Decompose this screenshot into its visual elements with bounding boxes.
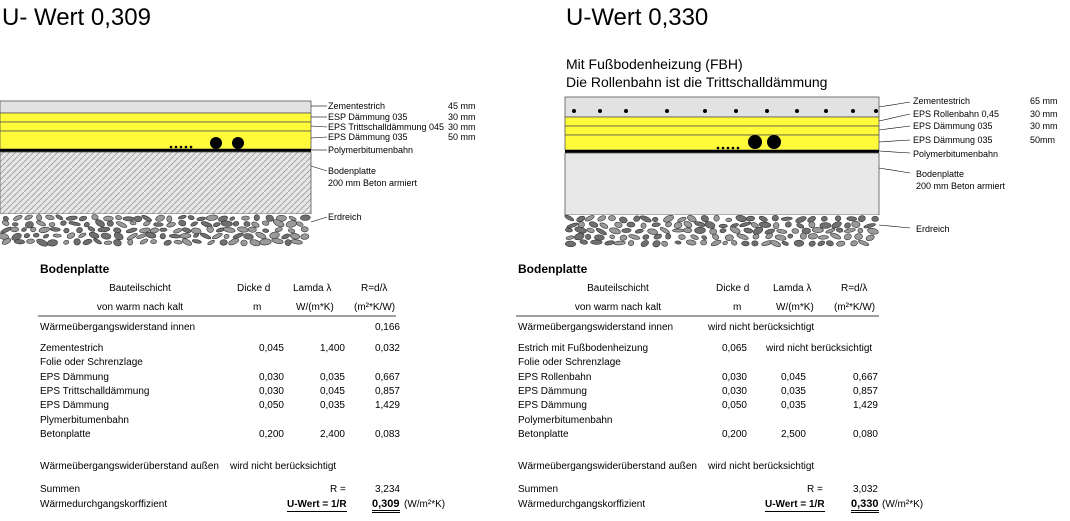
left-label-soil: Erdreich (328, 212, 362, 222)
right-row-thickness: 0,030 (721, 386, 747, 397)
left-u-value: 0,309 (372, 498, 400, 513)
right-row-lambda: 2,500 (780, 429, 806, 440)
left-thickness-insulation-3: 50 mm (448, 132, 476, 142)
right-thickness-insulation-2: 30 mm (1030, 121, 1058, 131)
left-row-name: EPS Dämmung (40, 400, 109, 411)
left-label-insulation-3: EPS Dämmung 035 (328, 132, 408, 142)
left-u-formula: U-Wert = 1/R (287, 499, 347, 510)
right-row-lambda: 0,035 (780, 400, 806, 411)
right-layer-insulation-2 (565, 126, 879, 135)
left-row-thickness: 0,030 (258, 372, 284, 383)
left-rse-value: wird nicht berücksichtigt (230, 461, 337, 472)
left-row-thickness: 0,045 (258, 343, 284, 354)
right-col-header-lambda: Lamda λ (773, 283, 812, 294)
right-subtitle-2: Die Rollenbahn ist die Trittschalldämmung (566, 74, 828, 90)
right-sum-r: R = (807, 484, 823, 495)
right-sum-value: 3,032 (852, 484, 878, 495)
right-thickness-insulation-3: 50mm (1030, 135, 1056, 145)
right-label-insulation-2: EPS Dämmung 035 (913, 121, 993, 131)
left-unit-m: m (253, 302, 262, 313)
left-sum-label: Summen (40, 484, 81, 495)
left-row-r: 0,083 (374, 429, 400, 440)
left-col-header-r: R=d/λ (361, 283, 388, 294)
right-unit-direction: von warm nach kalt (574, 302, 662, 313)
right-row-name: EPS Rollenbahn (518, 372, 592, 383)
left-row-name: Plymerbitumenbahn (40, 415, 129, 426)
right-leader-lines (879, 102, 910, 228)
left-row-lambda: 0,035 (319, 400, 345, 411)
right-sum-label: Summen (518, 484, 559, 495)
left-row-thickness: 0,050 (258, 400, 284, 411)
left-rse-label: Wärmeübergangswiderüberstand außen (40, 461, 219, 472)
right-row-thickness: 0,200 (721, 429, 747, 440)
right-row-name: EPS Dämmung (518, 386, 587, 397)
right-label-membrane: Polymerbitumenbahn (913, 149, 999, 159)
right-title: U-Wert 0,330 (566, 4, 709, 31)
right-layer-concrete (565, 153, 879, 215)
right-layer-insulation-1 (565, 117, 879, 126)
left-row-thickness: 0,200 (258, 429, 284, 440)
right-row-name: Estrich mit Fußbodenheizung (518, 343, 649, 354)
right-u-label: Wärmedurchgangskorffizient (518, 499, 646, 510)
left-row-r: 0,667 (374, 372, 400, 383)
left-label-membrane: Polymerbitumenbahn (328, 145, 414, 155)
left-label-screed: Zementestrich (328, 101, 386, 111)
right-rsi-label: Wärmeübergangswiderstand innen (518, 322, 674, 333)
left-thickness-insulation-2: 30 mm (448, 122, 476, 132)
right-layer-membrane (565, 150, 879, 153)
left-layer-membrane (0, 149, 311, 152)
right-row-r: 0,667 (852, 372, 878, 383)
left-unit-direction: von warm nach kalt (96, 302, 184, 313)
right-label-insulation-3: EPS Dämmung 035 (913, 135, 993, 145)
left-layer-concrete (0, 152, 311, 214)
left-rsi-label: Wärmeübergangswiderstand innen (40, 322, 196, 333)
right-row-name: EPS Dämmung (518, 400, 587, 411)
right-row-r: 1,429 (852, 400, 878, 411)
right-thickness-screed: 65 mm (1030, 96, 1058, 106)
left-label-slab-detail: 200 mm Beton armiert (328, 178, 418, 188)
right-row-r: 0,857 (852, 386, 878, 397)
right-row-name: Betonplatte (518, 429, 569, 440)
right-label-screed: Zementestrich (913, 96, 971, 106)
left-row-lambda: 1,400 (319, 343, 345, 354)
right-u-unit: (W/m²*K) (882, 499, 924, 510)
left-label-insulation-1: ESP Dämmung 035 (328, 112, 408, 122)
left-sum-r: R = (330, 484, 346, 495)
right-label-slab-detail: 200 mm Beton armiert (916, 181, 1006, 191)
left-gravel-soil (0, 214, 311, 248)
left-section-drawing (0, 101, 327, 248)
left-layer-insulation-1 (0, 113, 311, 122)
left-row-r: 1,429 (374, 400, 400, 411)
right-col-header-thickness: Dicke d (716, 283, 750, 294)
left-row-name: EPS Dämmung (40, 372, 109, 383)
right-col-header-r: R=d/λ (841, 283, 868, 294)
left-sum-value: 3,234 (374, 484, 400, 495)
right-col-header-layer: Bauteilschicht (587, 283, 649, 294)
right-layer-screed (565, 97, 879, 117)
right-thickness-insulation-1: 30 mm (1030, 109, 1058, 119)
right-row-thickness: 0,065 (721, 343, 747, 354)
left-title: U- Wert 0,309 (2, 4, 151, 31)
left-row-name: Zementestrich (40, 343, 104, 354)
right-unit-lambda: W/(m*K) (776, 302, 814, 313)
left-row-r: 0,032 (374, 343, 400, 354)
left-u-label: Wärmedurchgangskorffizient (40, 499, 168, 510)
right-subtitle-1: Mit Fußbodenheizung (FBH) (566, 56, 743, 72)
right-table-heading: Bodenplatte (518, 262, 588, 276)
right-rse-label: Wärmeübergangswiderüberstand außen (518, 461, 697, 472)
right-unit-r: (m²*K/W) (834, 302, 876, 313)
left-col-header-layer: Bauteilschicht (109, 283, 171, 294)
right-unit-m: m (733, 302, 742, 313)
left-unit-r: (m²*K/W) (354, 302, 396, 313)
left-row-r: 0,857 (374, 386, 400, 397)
right-row-name: Polymerbitumenbahn (518, 415, 613, 426)
left-col-header-lambda: Lamda λ (293, 283, 332, 294)
left-row-name: Betonplatte (40, 429, 91, 440)
left-unit-lambda: W/(m*K) (296, 302, 334, 313)
left-thickness-screed: 45 mm (448, 101, 476, 111)
left-thickness-insulation-1: 30 mm (448, 112, 476, 122)
right-label-slab: Bodenplatte (916, 169, 965, 179)
right-section-drawing (564, 97, 910, 248)
left-label-slab: Bodenplatte (328, 166, 377, 176)
left-leader-lines (311, 106, 327, 222)
left-table-heading: Bodenplatte (40, 262, 110, 276)
right-rsi-value: wird nicht berücksichtigt (708, 322, 815, 333)
right-row-thickness: 0,030 (721, 372, 747, 383)
left-row-lambda: 2,400 (319, 429, 345, 440)
left-u-unit: (W/m²*K) (404, 499, 446, 510)
left-row-lambda: 0,045 (319, 386, 345, 397)
left-layer-insulation-2 (0, 122, 311, 131)
left-row-lambda: 0,035 (319, 372, 345, 383)
right-u-value: 0,330 (851, 498, 879, 513)
right-label-soil: Erdreich (916, 224, 950, 234)
right-label-roll-insulation: EPS Rollenbahn 0,45 (913, 109, 1000, 119)
right-u-formula: U-Wert = 1/R (765, 499, 825, 510)
right-gravel-soil (564, 214, 879, 248)
left-layer-insulation-3 (0, 131, 311, 149)
left-row-thickness: 0,030 (258, 386, 284, 397)
left-col-header-thickness: Dicke d (237, 283, 271, 294)
left-label-impact-insulation: EPS Trittschalldämmung 045 (328, 122, 445, 132)
right-rse-value: wird nicht berücksichtigt (708, 461, 815, 472)
right-row-lambda: 0,035 (780, 386, 806, 397)
right-row-thickness: 0,050 (721, 400, 747, 411)
right-row-lambda: wird nicht berücksichtigt (766, 343, 873, 354)
right-row-lambda: 0,045 (780, 372, 806, 383)
left-rsi-value: 0,166 (374, 322, 400, 333)
left-row-name: EPS Trittschalldämmung (40, 386, 150, 397)
left-layer-screed (0, 101, 311, 113)
right-row-r: 0,080 (852, 429, 878, 440)
right-row-name: Folie oder Schrenzlage (518, 357, 621, 368)
left-row-name: Folie oder Schrenzlage (40, 357, 143, 368)
